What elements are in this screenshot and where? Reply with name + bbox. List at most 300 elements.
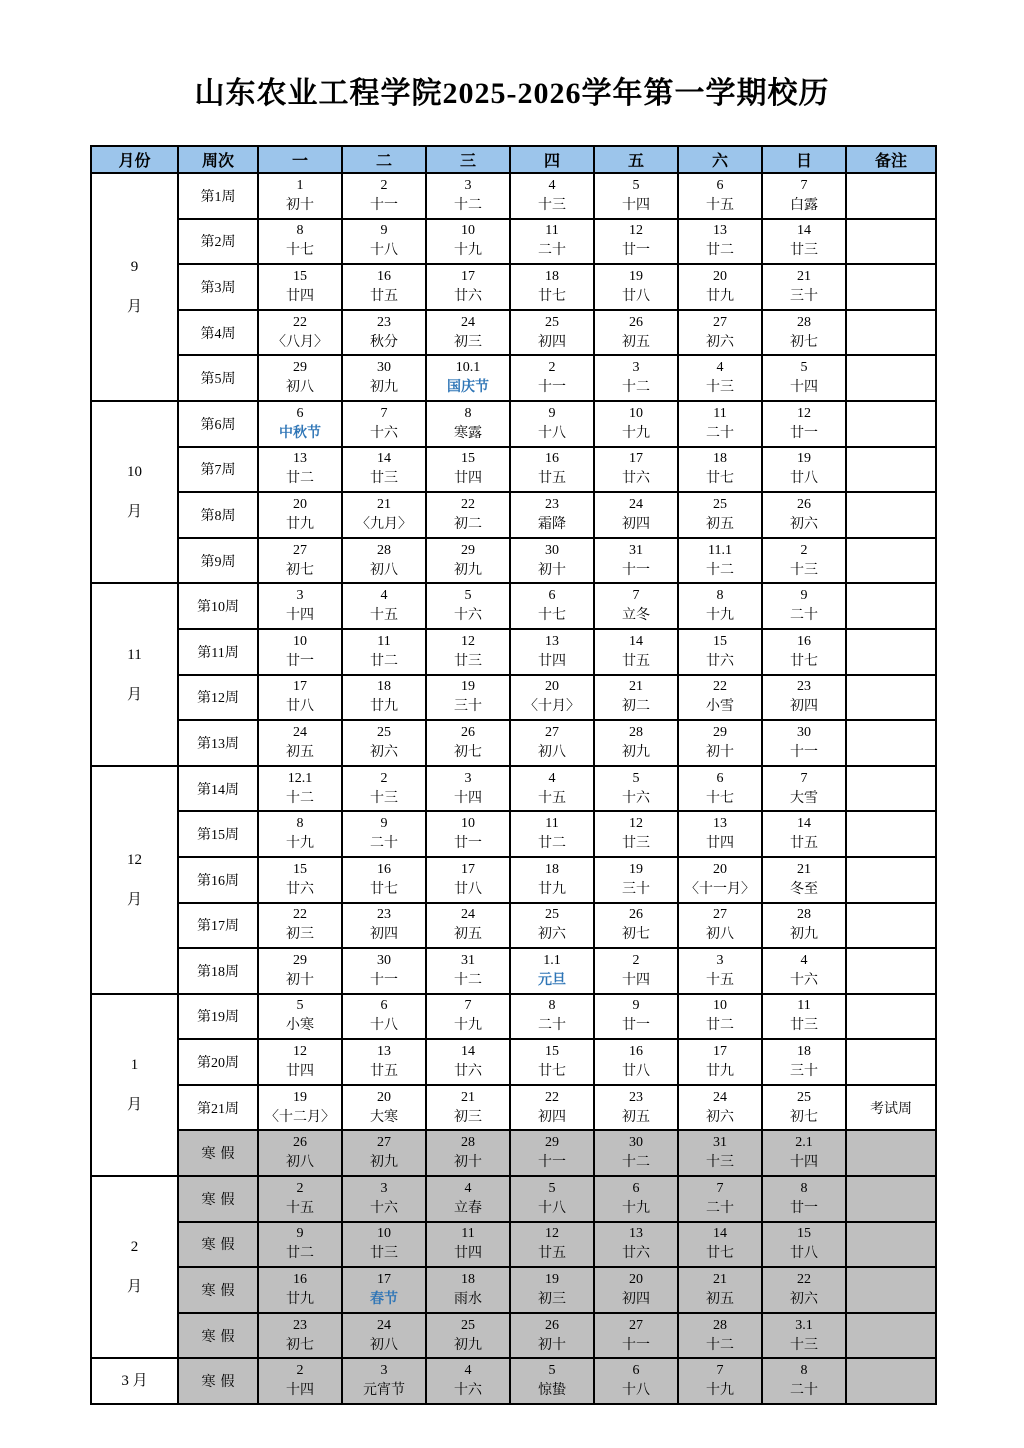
day-lunar-label: 初九	[790, 927, 818, 943]
day-cell	[510, 1222, 594, 1268]
remark-cell	[846, 310, 936, 356]
month-cell	[91, 401, 178, 583]
day-cell	[426, 1039, 510, 1085]
day-cell	[678, 811, 762, 857]
week-label: 第2周	[178, 219, 258, 265]
day-cell	[258, 583, 342, 629]
day-lunar-label: 二十	[538, 1018, 566, 1034]
day-lunar-label: 廿九	[538, 881, 566, 897]
day-lunar-label: 廿四	[286, 288, 314, 304]
day-number: 25	[545, 314, 559, 330]
day-number: 25	[377, 724, 391, 740]
day-number: 18	[545, 861, 559, 877]
remark-cell	[846, 219, 936, 265]
week-label: 第1周	[178, 173, 258, 219]
day-number: 7	[380, 405, 388, 421]
day-lunar-label: 二十	[790, 608, 818, 624]
day-cell	[678, 1267, 762, 1313]
day-cell	[762, 811, 846, 857]
day-cell	[762, 492, 846, 538]
day-cell	[426, 401, 510, 447]
day-number: 4	[548, 177, 556, 193]
day-lunar-label: 十四	[622, 197, 650, 213]
day-lunar-label: 廿六	[706, 653, 734, 669]
day-lunar-label: 十三	[706, 380, 734, 396]
day-cell	[678, 1358, 762, 1404]
day-lunar-label: 〈十二月〉	[265, 1109, 335, 1125]
day-cell	[510, 1176, 594, 1222]
remark-cell	[846, 994, 936, 1040]
day-lunar-label: 十三	[790, 562, 818, 578]
day-lunar-label: 初七	[790, 1109, 818, 1125]
column-header-mon: 一	[258, 146, 342, 173]
day-lunar-label: 廿一	[622, 1018, 650, 1034]
day-lunar-label: 大雪	[790, 790, 818, 806]
day-number: 26	[629, 314, 643, 330]
remark-cell	[846, 492, 936, 538]
week-label: 第17周	[178, 903, 258, 949]
day-lunar-label: 初五	[622, 1109, 650, 1125]
day-number: 26	[797, 496, 811, 512]
day-lunar-label: 十六	[454, 608, 482, 624]
day-number: 11	[545, 223, 559, 239]
day-cell	[678, 264, 762, 310]
day-lunar-label: 十三	[370, 790, 398, 806]
day-number: 16	[377, 861, 391, 877]
table-row	[91, 857, 936, 903]
day-lunar-label: 十六	[454, 1383, 482, 1399]
day-cell	[510, 401, 594, 447]
month-cell	[91, 1358, 178, 1404]
week-label: 第20周	[178, 1039, 258, 1085]
day-number: 4	[716, 360, 724, 376]
day-cell	[426, 811, 510, 857]
table-row	[91, 583, 936, 629]
day-lunar-label: 白露	[790, 197, 818, 213]
table-row	[91, 1130, 936, 1176]
day-lunar-label: 十二	[286, 790, 314, 806]
day-cell	[678, 1176, 762, 1222]
remark-cell	[846, 629, 936, 675]
day-cell	[258, 994, 342, 1040]
day-number: 11.1	[708, 542, 732, 558]
day-cell	[258, 173, 342, 219]
day-lunar-label: 初七	[454, 744, 482, 760]
day-number: 9	[632, 998, 640, 1014]
day-number: 25	[545, 907, 559, 923]
day-cell	[678, 720, 762, 766]
day-cell	[342, 903, 426, 949]
day-number: 19	[461, 679, 475, 695]
calendar-table	[90, 145, 937, 1405]
day-number: 7	[632, 588, 640, 604]
day-number: 24	[713, 1089, 727, 1105]
day-number: 2	[632, 952, 640, 968]
day-cell	[258, 264, 342, 310]
table-row	[91, 264, 936, 310]
day-cell	[762, 948, 846, 994]
remark-cell	[846, 1176, 936, 1222]
day-number: 19	[545, 1272, 559, 1288]
table-row	[91, 903, 936, 949]
week-label: 第13周	[178, 720, 258, 766]
day-cell	[594, 675, 678, 721]
month-cell	[91, 994, 178, 1176]
day-number: 28	[797, 907, 811, 923]
day-cell	[342, 219, 426, 265]
day-number: 23	[629, 1089, 643, 1105]
day-lunar-label: 初十	[706, 744, 734, 760]
day-number: 6	[632, 1180, 640, 1196]
day-cell	[258, 857, 342, 903]
day-number: 24	[629, 496, 643, 512]
month-label-line: 月	[126, 504, 142, 521]
day-lunar-label: 初四	[370, 927, 398, 943]
day-lunar-label: 十八	[370, 1018, 398, 1034]
day-number: 11	[545, 816, 559, 832]
day-cell	[510, 1358, 594, 1404]
day-lunar-label: 初三	[538, 1292, 566, 1308]
day-number: 28	[377, 542, 391, 558]
table-row	[91, 629, 936, 675]
table-row	[91, 1358, 936, 1404]
day-cell	[510, 1130, 594, 1176]
day-cell	[258, 355, 342, 401]
day-lunar-label: 十二	[454, 197, 482, 213]
day-lunar-label: 十五	[286, 1200, 314, 1216]
day-lunar-label: 十五	[538, 790, 566, 806]
day-number: 3	[296, 588, 304, 604]
day-number: 2	[800, 542, 808, 558]
day-cell	[594, 583, 678, 629]
day-lunar-label: 初八	[538, 744, 566, 760]
day-lunar-label: 廿六	[454, 1064, 482, 1080]
day-number: 17	[377, 1272, 391, 1288]
day-cell	[342, 447, 426, 493]
day-number: 31	[629, 542, 643, 558]
day-lunar-label: 十二	[622, 1155, 650, 1171]
day-cell	[678, 675, 762, 721]
day-cell	[426, 264, 510, 310]
day-number: 15	[461, 451, 475, 467]
day-number: 25	[461, 1317, 475, 1333]
day-cell	[762, 1267, 846, 1313]
day-cell	[594, 1222, 678, 1268]
day-number: 20	[293, 496, 307, 512]
day-lunar-label: 三十	[790, 288, 818, 304]
day-lunar-label: 廿五	[538, 471, 566, 487]
day-lunar-label: 十一	[370, 197, 398, 213]
day-cell	[594, 1039, 678, 1085]
table-row	[91, 675, 936, 721]
day-number: 24	[377, 1317, 391, 1333]
day-lunar-label: 廿五	[622, 653, 650, 669]
day-cell	[258, 1267, 342, 1313]
day-number: 6	[548, 588, 556, 604]
month-cell	[91, 583, 178, 765]
day-number: 22	[545, 1089, 559, 1105]
day-number: 13	[545, 633, 559, 649]
remark-cell	[846, 355, 936, 401]
day-number: 29	[713, 724, 727, 740]
day-number: 28	[713, 1317, 727, 1333]
day-number: 10	[377, 1226, 391, 1242]
day-lunar-label: 十三	[790, 1337, 818, 1353]
week-label-vacation: 寒假	[178, 1313, 258, 1359]
day-number: 17	[461, 861, 475, 877]
day-number: 23	[377, 314, 391, 330]
day-number: 9	[380, 816, 388, 832]
day-number: 9	[296, 1226, 304, 1242]
remark-cell	[846, 1130, 936, 1176]
header-row	[91, 146, 936, 173]
day-cell	[426, 492, 510, 538]
day-cell	[258, 629, 342, 675]
day-cell	[594, 1130, 678, 1176]
day-cell	[510, 1267, 594, 1313]
day-lunar-label: 十九	[286, 836, 314, 852]
day-lunar-label: 立春	[454, 1200, 482, 1216]
day-number: 13	[377, 1044, 391, 1060]
day-lunar-label: 十一	[622, 1337, 650, 1353]
day-lunar-label: 廿七	[706, 1246, 734, 1262]
day-cell	[678, 1130, 762, 1176]
day-lunar-label: 廿三	[790, 1018, 818, 1034]
day-lunar-label: 廿八	[622, 1064, 650, 1080]
day-lunar-label: 十二	[706, 562, 734, 578]
day-lunar-label: 廿六	[454, 288, 482, 304]
day-cell	[258, 720, 342, 766]
day-number: 20	[713, 861, 727, 877]
day-cell	[762, 994, 846, 1040]
day-cell	[510, 1085, 594, 1131]
day-cell	[426, 994, 510, 1040]
day-cell	[342, 857, 426, 903]
day-lunar-label: 初二	[454, 516, 482, 532]
table-row	[91, 1222, 936, 1268]
day-cell	[342, 583, 426, 629]
day-lunar-label: 初五	[622, 334, 650, 350]
day-lunar-label: 廿八	[286, 699, 314, 715]
day-number: 29	[545, 1135, 559, 1151]
day-number: 23	[293, 1317, 307, 1333]
day-cell	[678, 401, 762, 447]
day-cell	[342, 811, 426, 857]
remark-cell	[846, 173, 936, 219]
month-label-line: 3 月	[121, 1373, 148, 1390]
day-number: 22	[293, 907, 307, 923]
column-header-month: 月份	[91, 146, 178, 173]
day-cell	[594, 447, 678, 493]
day-number: 15	[545, 1044, 559, 1060]
day-number: 12	[629, 223, 643, 239]
day-cell	[342, 1358, 426, 1404]
day-cell	[510, 310, 594, 356]
day-cell	[510, 903, 594, 949]
day-number: 8	[464, 405, 472, 421]
day-lunar-label: 廿二	[370, 653, 398, 669]
day-number: 13	[293, 451, 307, 467]
remark-cell	[846, 857, 936, 903]
day-cell	[678, 948, 762, 994]
holiday-label: 春节	[370, 1292, 398, 1308]
day-cell	[258, 447, 342, 493]
day-lunar-label: 初九	[370, 380, 398, 396]
day-number: 16	[797, 633, 811, 649]
day-number: 27	[713, 314, 727, 330]
day-cell	[762, 1313, 846, 1359]
remark-cell	[846, 675, 936, 721]
day-cell	[426, 1176, 510, 1222]
day-cell	[426, 1130, 510, 1176]
day-number: 30	[629, 1135, 643, 1151]
day-number: 3	[380, 1363, 388, 1379]
day-lunar-label: 廿五	[370, 1064, 398, 1080]
week-label-vacation: 寒假	[178, 1176, 258, 1222]
holiday-label: 元旦	[538, 972, 566, 988]
day-cell	[510, 720, 594, 766]
day-lunar-label: 初九	[622, 744, 650, 760]
day-lunar-label: 初五	[454, 927, 482, 943]
day-cell	[426, 447, 510, 493]
day-cell	[258, 948, 342, 994]
page-title: 山东农业工程学院2025-2026学年第一学期校历	[194, 77, 830, 110]
day-number: 3	[380, 1180, 388, 1196]
day-lunar-label: 十五	[706, 197, 734, 213]
day-lunar-label: 二十	[538, 243, 566, 259]
day-cell	[426, 219, 510, 265]
day-number: 22	[461, 496, 475, 512]
day-cell	[258, 1130, 342, 1176]
remark-cell	[846, 766, 936, 812]
day-cell	[678, 1313, 762, 1359]
day-number: 5	[296, 998, 304, 1014]
day-cell	[678, 447, 762, 493]
day-lunar-label: 初七	[790, 334, 818, 350]
day-cell	[510, 675, 594, 721]
day-number: 21	[377, 496, 391, 512]
day-number: 8	[296, 816, 304, 832]
day-cell	[678, 173, 762, 219]
day-lunar-label: 廿三	[790, 243, 818, 259]
day-number: 16	[629, 1044, 643, 1060]
day-lunar-label: 〈九月〉	[356, 516, 412, 532]
day-lunar-label: 廿九	[286, 516, 314, 532]
day-cell	[594, 310, 678, 356]
day-lunar-label: 廿一	[790, 1200, 818, 1216]
day-cell	[762, 264, 846, 310]
day-lunar-label: 廿九	[370, 699, 398, 715]
day-lunar-label: 十六	[370, 1200, 398, 1216]
day-number: 23	[377, 907, 391, 923]
day-lunar-label: 廿二	[286, 471, 314, 487]
day-cell	[510, 492, 594, 538]
day-number: 8	[716, 588, 724, 604]
day-lunar-label: 廿四	[286, 1064, 314, 1080]
day-lunar-label: 廿一	[286, 653, 314, 669]
day-lunar-label: 十六	[790, 972, 818, 988]
day-number: 29	[461, 542, 475, 558]
day-lunar-label: 秋分	[370, 334, 398, 350]
day-lunar-label: 十四	[790, 380, 818, 396]
day-lunar-label: 初八	[706, 927, 734, 943]
day-cell	[594, 492, 678, 538]
day-lunar-label: 廿五	[370, 288, 398, 304]
day-number: 24	[293, 724, 307, 740]
day-lunar-label: 初八	[370, 562, 398, 578]
day-number: 9	[800, 588, 808, 604]
month-label-line: 月	[126, 298, 142, 315]
day-number: 18	[545, 268, 559, 284]
day-cell	[342, 720, 426, 766]
month-label-line: 月	[126, 891, 142, 908]
day-cell	[342, 310, 426, 356]
day-cell	[258, 310, 342, 356]
day-number: 21	[797, 861, 811, 877]
day-number: 27	[713, 907, 727, 923]
day-lunar-label: 初九	[454, 1337, 482, 1353]
day-cell	[762, 675, 846, 721]
table-row	[91, 310, 936, 356]
table-row	[91, 766, 936, 812]
day-number: 30	[545, 542, 559, 558]
day-cell	[762, 1176, 846, 1222]
day-lunar-label: 廿七	[538, 1064, 566, 1080]
day-cell	[510, 1313, 594, 1359]
day-lunar-label: 初四	[622, 1292, 650, 1308]
remark-cell	[846, 1267, 936, 1313]
day-lunar-label: 初六	[790, 516, 818, 532]
day-lunar-label: 廿一	[622, 243, 650, 259]
day-lunar-label: 廿一	[790, 425, 818, 441]
day-number: 18	[461, 1272, 475, 1288]
day-cell	[678, 355, 762, 401]
day-cell	[510, 173, 594, 219]
day-number: 25	[713, 496, 727, 512]
day-cell	[762, 1358, 846, 1404]
week-label-vacation: 寒假	[178, 1222, 258, 1268]
day-lunar-label: 二十	[706, 425, 734, 441]
day-cell	[678, 492, 762, 538]
day-cell	[342, 538, 426, 584]
week-label: 第11周	[178, 629, 258, 675]
day-cell	[762, 355, 846, 401]
day-lunar-label: 廿九	[706, 288, 734, 304]
day-number: 13	[713, 816, 727, 832]
day-lunar-label: 初六	[706, 1109, 734, 1125]
day-cell	[426, 1267, 510, 1313]
remark-cell	[846, 538, 936, 584]
day-number: 19	[797, 451, 811, 467]
day-cell	[510, 1039, 594, 1085]
day-cell	[258, 1313, 342, 1359]
month-label-line: 12	[127, 851, 142, 868]
day-number: 18	[377, 679, 391, 695]
day-lunar-label: 三十	[622, 881, 650, 897]
day-cell	[762, 401, 846, 447]
day-lunar-label: 小寒	[286, 1018, 314, 1034]
day-cell	[510, 994, 594, 1040]
day-number: 12	[545, 1226, 559, 1242]
day-lunar-label: 十八	[622, 1383, 650, 1399]
day-number: 19	[629, 268, 643, 284]
day-lunar-label: 廿一	[454, 836, 482, 852]
day-number: 4	[464, 1180, 472, 1196]
day-number: 3.1	[795, 1317, 813, 1333]
day-cell	[594, 401, 678, 447]
day-cell	[342, 173, 426, 219]
day-cell	[510, 583, 594, 629]
